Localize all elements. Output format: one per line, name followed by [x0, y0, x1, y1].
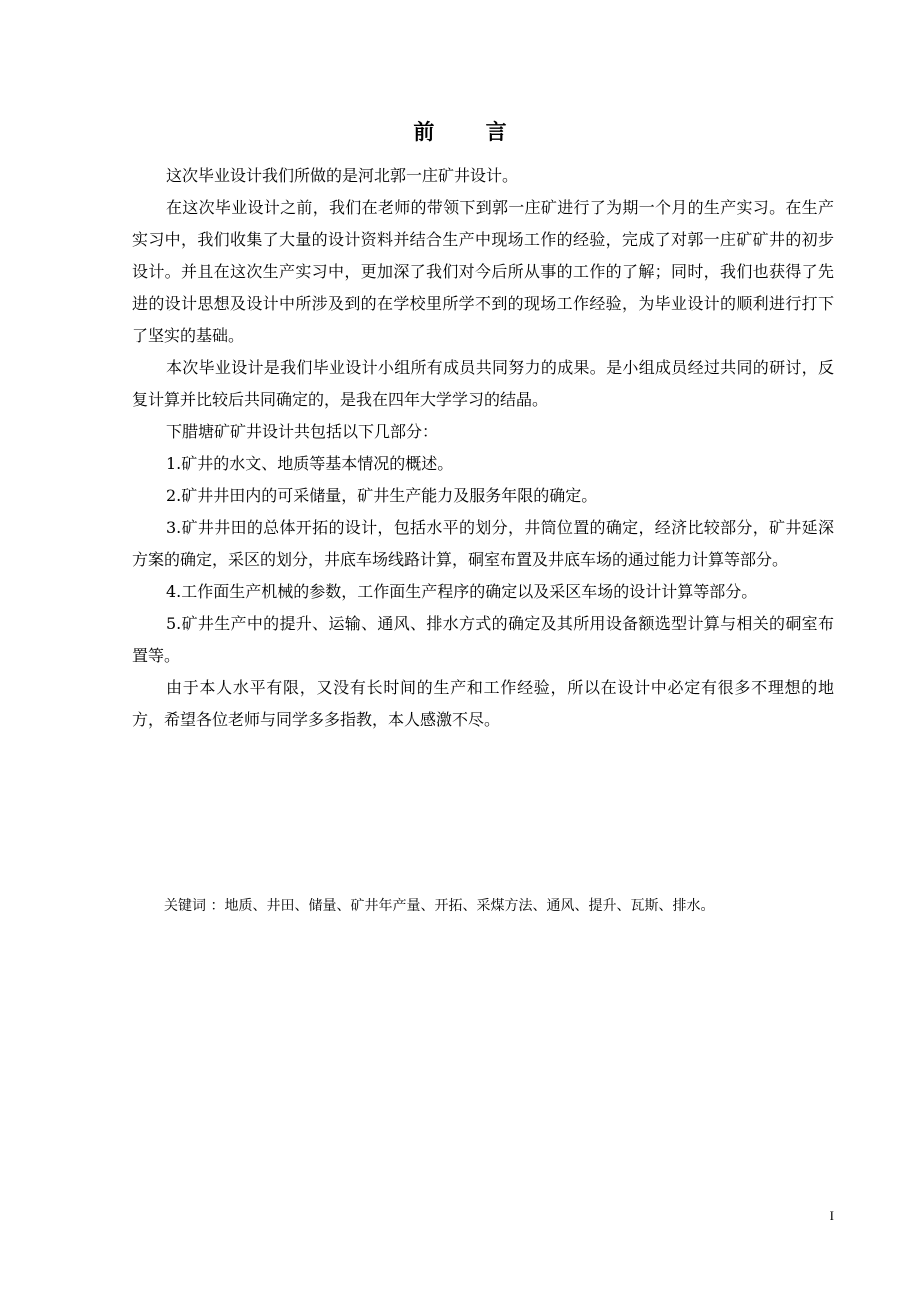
- page-title: 前 言: [413, 119, 529, 144]
- list-item: 2.矿井井田内的可采储量，矿井生产能力及服务年限的确定。: [166, 486, 598, 505]
- list-item: 1.矿井的水文、地质等基本情况的概述。: [166, 454, 454, 473]
- page-number: I: [829, 1208, 834, 1223]
- paragraph: 这次毕业设计我们所做的是河北郭一庄矿井设计。: [166, 166, 519, 185]
- preface-body: [132, 160, 834, 736]
- paragraph: 下腊塘矿矿井设计共包括以下几部分：: [166, 422, 439, 441]
- keywords-line: 关键词 ：地质、井田、储量、矿井年产量、开拓、采煤方法、通风、提升、瓦斯、排水。: [164, 898, 715, 914]
- list-item: 5.矿井生产中的提升、运输、通风、排水方式的确定及其所用设备额选型计算与相关的硐室布置等。: [132, 614, 834, 665]
- paragraph: 由于本人水平有限，又没有长时间的生产和工作经验，所以在设计中必定有很多不理想的地方，希望各位老师与同学多多指教，本人感激不尽。: [132, 678, 834, 729]
- paragraph: 在这次毕业设计之前，我们在老师的带领下到郭一庄矿进行了为期一个月的生产实习。在生产实习中，我们收集了大量的设计资料并结合生产中现场工作的经验，完成了对郭一庄矿矿井的初步设计。并且在这次生产实习中，更加深了我们对今后所从事的工作的了解；同时，我们也获得了先进的设计思想及设计中所涉及到的在学校里所学不到的现场工作经验，为毕业设计的顺利进行打下了坚实的基础。: [132, 198, 834, 345]
- list-item: 4.工作面生产机械的参数，工作面生产程序的确定以及采区车场的设计计算等部分。: [166, 582, 758, 601]
- list-item: 3.矿井井田的总体开拓的设计，包括水平的划分，井筒位置的确定，经济比较部分，矿井延深方案的确定，采区的划分，井底车场线路计算，硐室布置及井底车场的通过能力计算等部分。: [132, 518, 834, 569]
- paragraph: 本次毕业设计是我们毕业设计小组所有成员共同努力的成果。是小组成员经过共同的研讨，反复计算并比较后共同确定的，是我在四年大学学习的结晶。: [132, 358, 834, 409]
